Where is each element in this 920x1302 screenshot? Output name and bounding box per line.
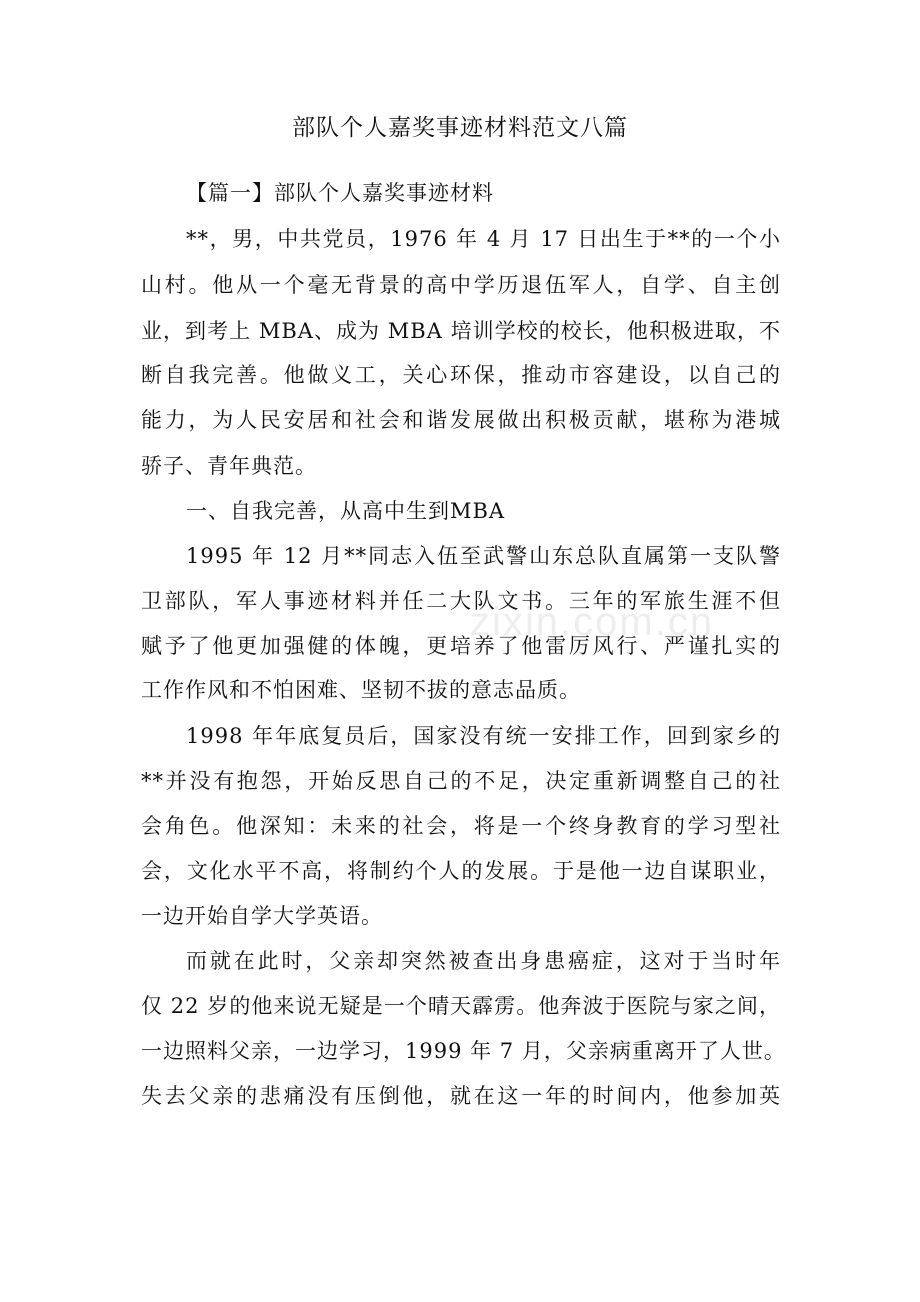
body-line: 而就在此时，父亲却突然被查出身患癌症，这对于当时年 [186, 949, 781, 973]
body-line: 一边开始自学大学英语。 [141, 904, 383, 928]
body-line: 失去父亲的悲痛没有压倒他，就在这一年的时间内，他参加英 [141, 1084, 781, 1108]
body-line: **并没有抱怨，开始反思自己的不足，决定重新调整自己的社 [141, 769, 781, 793]
body-line: 业，到考上 MBA、成为 MBA 培训学校的校长，他积极进取，不 [141, 319, 781, 343]
body-line: 卫部队，军人事迹材料并任二大队文书。三年的军旅生涯不但 [141, 589, 781, 613]
body-line: 工作作风和不怕困难、坚韧不拔的意志品质。 [141, 678, 581, 702]
body-line: **，男，中共党员，1976 年 4 月 17 日出生于**的一个小 [186, 227, 781, 251]
body-line: 仅 22 岁的他来说无疑是一个晴天霹雳。他奔波于医院与家之间， [141, 994, 781, 1018]
subheading: 一、自我完善，从高中生到MBA [186, 499, 506, 523]
body-line: 骄子、青年典范。 [141, 454, 317, 478]
document-title: 部队个人嘉奖事迹材料范文八篇 [292, 115, 628, 141]
body-line: 断自我完善。他做义工，关心环保，推动市容建设，以自己的 [141, 363, 781, 387]
body-line: 会角色。他深知：未来的社会，将是一个终身教育的学习型社 [141, 814, 781, 838]
body-line: 1998 年年底复员后，国家没有统一安排工作，回到家乡的 [186, 724, 781, 748]
body-line: 山村。他从一个毫无背景的高中学历退伍军人，自学、自主创 [141, 273, 781, 297]
body-line: 一边照料父亲，一边学习，1999 年 7 月，父亲病重离开了人世。 [141, 1039, 786, 1063]
body-line: 1995 年 12 月**同志入伍至武警山东总队直属第一支队警 [186, 544, 781, 568]
body-line: 赋予了他更加强健的体魄，更培养了他雷厉风行、严谨扎实的 [141, 634, 781, 658]
watermark: zixin.com.cn [470, 600, 715, 644]
body-line: 能力，为人民安居和社会和谐发展做出积极贡献，堪称为港城 [141, 408, 781, 432]
section-heading: 【篇一】部队个人嘉奖事迹材料 [186, 181, 494, 205]
body-line: 会，文化水平不高，将制约个人的发展。于是他一边自谋职业， [141, 859, 781, 883]
